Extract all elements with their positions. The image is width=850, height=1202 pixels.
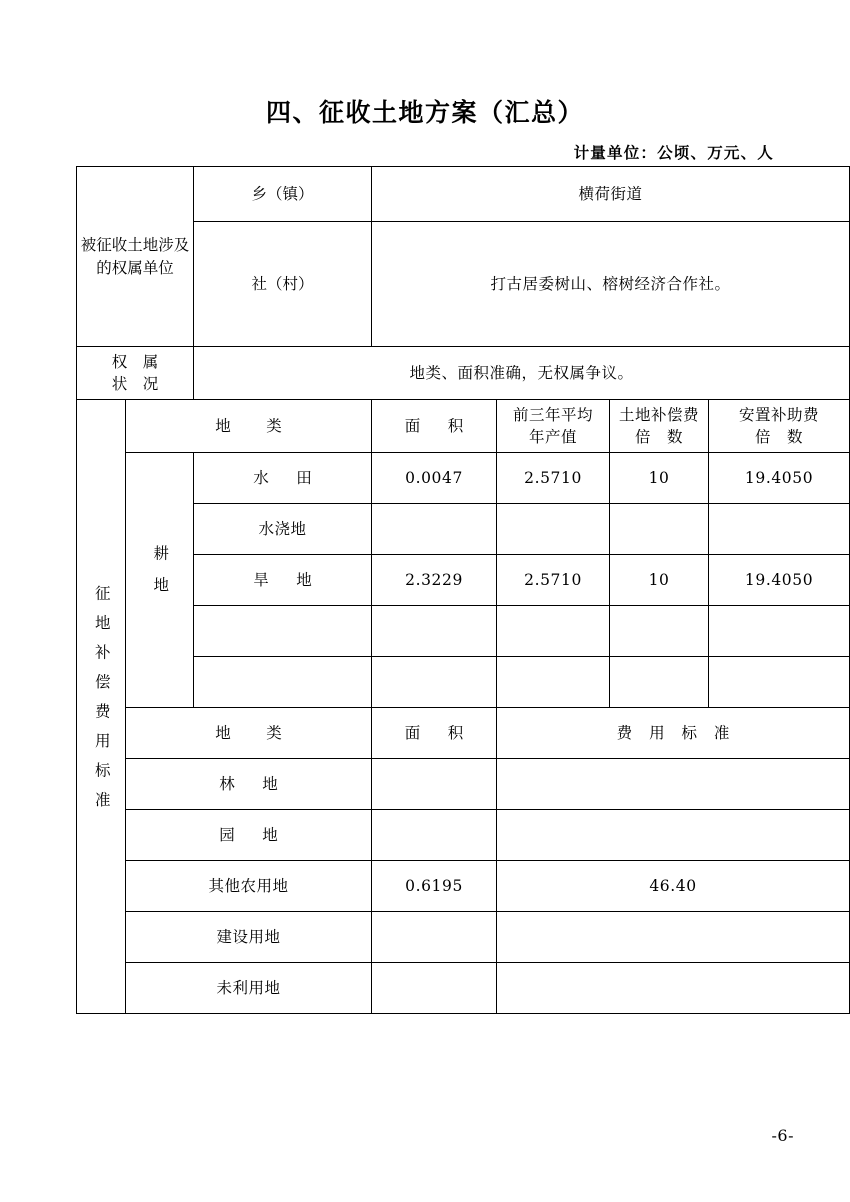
farmland-vertical-label bbox=[126, 453, 194, 708]
ownership-status-label-line2: 状 况 bbox=[111, 375, 159, 393]
ownership-status-value: 地类、面积准确，无权属争议。 bbox=[194, 347, 850, 400]
header-avg-yield-line2: 年产值 bbox=[529, 428, 578, 446]
cell-area bbox=[372, 504, 497, 555]
header-area-2: 面 积 bbox=[372, 708, 497, 759]
cell-land-type bbox=[194, 657, 372, 708]
cell-area: 0.0047 bbox=[372, 453, 497, 504]
cell-fee-standard: 46.40 bbox=[497, 861, 850, 912]
table-row-ownership-status bbox=[77, 347, 850, 400]
table-row bbox=[77, 810, 850, 861]
table-row bbox=[77, 453, 850, 504]
land-requisition-table-wrapper bbox=[76, 166, 820, 1014]
header-land-type-1: 地 类 bbox=[126, 400, 372, 453]
cell-avg-yield bbox=[497, 606, 610, 657]
ownership-status-label bbox=[77, 347, 194, 400]
table-row-township bbox=[77, 167, 850, 222]
header-land-type-2: 地 类 bbox=[126, 708, 372, 759]
cell-land-type: 未利用地 bbox=[126, 963, 372, 1014]
header-avg-yield-line1: 前三年平均 bbox=[513, 405, 594, 424]
table-row-fee-standard-header bbox=[77, 708, 850, 759]
header-avg-yield bbox=[497, 400, 610, 453]
table-row-compensation-header bbox=[77, 400, 850, 453]
cell-land-type: 建设用地 bbox=[126, 912, 372, 963]
cell-area: 0.6195 bbox=[372, 861, 497, 912]
township-label: 乡（镇） bbox=[194, 167, 372, 222]
cell-land-type: 园 地 bbox=[126, 810, 372, 861]
cell-land-type: 其他农用地 bbox=[126, 861, 372, 912]
cell-land-type: 旱 地 bbox=[194, 555, 372, 606]
page-title: 四、征收土地方案（汇总） bbox=[265, 98, 584, 127]
table-row bbox=[77, 861, 850, 912]
cell-area bbox=[372, 657, 497, 708]
cell-resettlement-multiple: 19.4050 bbox=[709, 453, 850, 504]
table-row bbox=[77, 963, 850, 1014]
cell-avg-yield: 2.5710 bbox=[497, 453, 610, 504]
table-row bbox=[77, 912, 850, 963]
cell-fee-standard bbox=[497, 810, 850, 861]
cell-avg-yield bbox=[497, 504, 610, 555]
cell-avg-yield bbox=[497, 657, 610, 708]
cell-area bbox=[372, 759, 497, 810]
header-resettlement-line2: 倍 数 bbox=[755, 428, 804, 446]
cell-fee-standard bbox=[497, 759, 850, 810]
compensation-vertical-label bbox=[77, 400, 126, 1014]
header-fee-standard: 费 用 标 准 bbox=[497, 708, 850, 759]
measurement-unit-note: 计量单位：公顷、万元、人 bbox=[573, 144, 774, 162]
header-area-1: 面 积 bbox=[372, 400, 497, 453]
cell-land-type: 水浇地 bbox=[194, 504, 372, 555]
ownership-status-label-line1: 权 属 bbox=[111, 352, 159, 371]
header-resettlement-line1: 安置补助费 bbox=[739, 405, 820, 424]
cell-land-type bbox=[194, 606, 372, 657]
cell-resettlement-multiple: 19.4050 bbox=[709, 555, 850, 606]
cell-resettlement-multiple bbox=[709, 657, 850, 708]
header-land-compensation-line1: 土地补偿费 bbox=[619, 405, 700, 424]
header-resettlement-multiple bbox=[709, 400, 850, 453]
cell-fee-standard bbox=[497, 963, 850, 1014]
cell-area: 2.3229 bbox=[372, 555, 497, 606]
page-number: -6- bbox=[771, 1126, 794, 1145]
compensation-vertical-label-text: 征地补偿费用标准 bbox=[92, 585, 111, 822]
cell-land-type: 林 地 bbox=[126, 759, 372, 810]
cell-area bbox=[372, 912, 497, 963]
table-row bbox=[77, 759, 850, 810]
cell-land-type: 水 田 bbox=[194, 453, 372, 504]
cell-resettlement-multiple bbox=[709, 606, 850, 657]
land-requisition-table bbox=[76, 166, 850, 1014]
cell-land-compensation-multiple bbox=[610, 504, 709, 555]
farmland-vertical-label-text: 耕地 bbox=[151, 545, 170, 609]
cell-land-compensation-multiple bbox=[610, 606, 709, 657]
header-land-compensation-multiple bbox=[610, 400, 709, 453]
cell-land-compensation-multiple bbox=[610, 657, 709, 708]
cell-fee-standard bbox=[497, 912, 850, 963]
ownership-units-label: 被征收土地涉及的权属单位 bbox=[77, 167, 194, 347]
cell-land-compensation-multiple: 10 bbox=[610, 453, 709, 504]
cell-area bbox=[372, 963, 497, 1014]
cell-area bbox=[372, 606, 497, 657]
township-value: 横荷街道 bbox=[372, 167, 850, 222]
village-value: 打古居委树山、榕树经济合作社。 bbox=[372, 222, 850, 347]
cell-avg-yield: 2.5710 bbox=[497, 555, 610, 606]
village-label: 社（村） bbox=[194, 222, 372, 347]
header-land-compensation-line2: 倍 数 bbox=[635, 428, 684, 446]
cell-area bbox=[372, 810, 497, 861]
cell-resettlement-multiple bbox=[709, 504, 850, 555]
cell-land-compensation-multiple: 10 bbox=[610, 555, 709, 606]
